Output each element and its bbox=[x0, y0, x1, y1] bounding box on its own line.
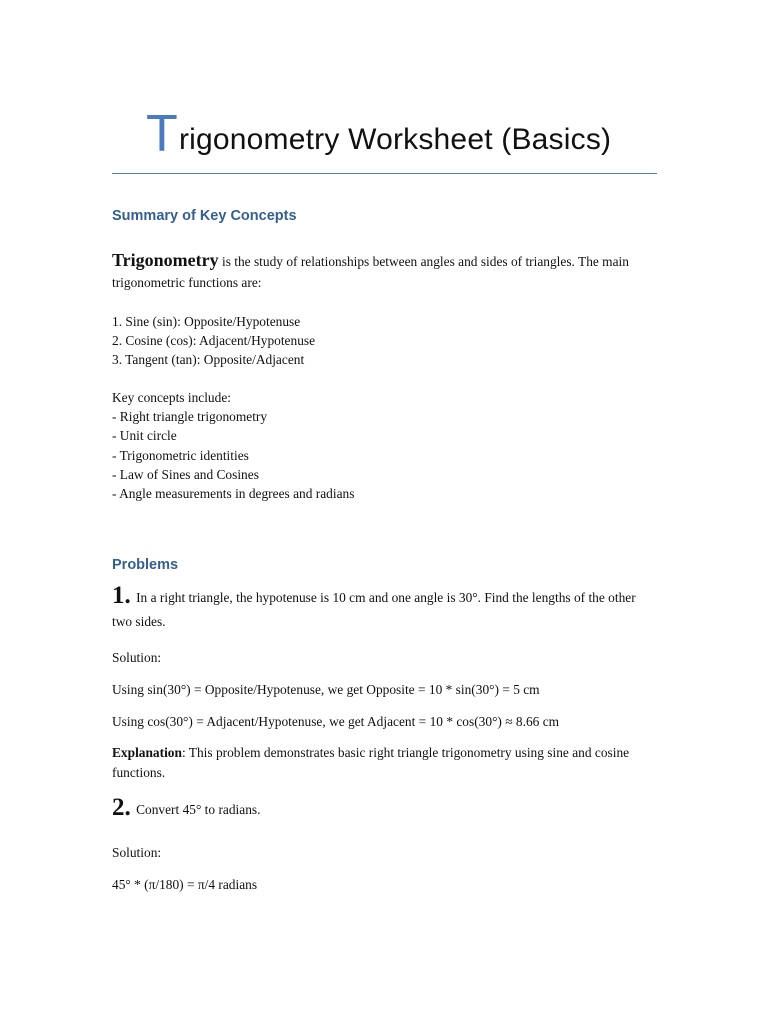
solution-label: Solution: bbox=[112, 845, 162, 860]
solution-line: 45° * (π/180) = π/4 radians bbox=[112, 877, 258, 892]
list-item: - Right triangle trigonometry bbox=[112, 409, 268, 425]
list-item: - Trigonometric identities bbox=[112, 447, 249, 463]
list-item: 2. Cosine (cos): Adjacent/Hypotenuse bbox=[112, 333, 316, 349]
key-concepts-intro: Key concepts include: bbox=[112, 390, 231, 405]
problem-2 bbox=[112, 794, 657, 821]
intro-text: is the study of relationships between angles and sides of triangles. The main trigonometric functions are: bbox=[112, 254, 629, 290]
problem-number: 1. bbox=[112, 582, 131, 609]
solution-label: Solution: bbox=[112, 650, 162, 665]
key-concepts-list bbox=[112, 388, 354, 503]
problem-text: Convert 45° to radians. bbox=[132, 802, 261, 817]
title-divider bbox=[112, 173, 657, 174]
explanation-text: : This problem demonstrates basic right triangle trigonometry using sine and cosine functions. bbox=[112, 745, 630, 780]
explanation bbox=[112, 743, 657, 783]
list-item: 1. Sine (sin): Opposite/Hypotenuse bbox=[112, 314, 301, 329]
problem-number: 2. bbox=[112, 794, 131, 821]
problems-heading: Problems bbox=[112, 557, 179, 573]
title-text: rigonometry Worksheet (Basics) bbox=[178, 123, 612, 156]
list-item: - Law of Sines and Cosines bbox=[112, 466, 259, 482]
list-item: - Angle measurements in degrees and radians bbox=[112, 486, 355, 502]
problem-1 bbox=[112, 584, 657, 634]
solution-line: Using cos(30°) = Adjacent/Hypotenuse, we get Adjacent = 10 * cos(30°) ≈ 8.66 cm bbox=[112, 714, 560, 729]
document-title bbox=[146, 104, 611, 164]
functions-list bbox=[112, 312, 315, 370]
title-drop-cap: T bbox=[146, 105, 178, 163]
explanation-label: Explanation bbox=[112, 745, 182, 760]
list-item: - Unit circle bbox=[112, 428, 177, 444]
intro-lead-term: Trigonometry bbox=[112, 250, 219, 270]
summary-heading: Summary of Key Concepts bbox=[112, 208, 297, 224]
solution-line: Using sin(30°) = Opposite/Hypotenuse, we get Opposite = 10 * sin(30°) = 5 cm bbox=[112, 682, 540, 697]
problem-text: In a right triangle, the hypotenuse is 10 cm and one angle is 30°. Find the lengths of the other two sides. bbox=[112, 590, 636, 629]
list-item: 3. Tangent (tan): Opposite/Adjacent bbox=[112, 352, 305, 368]
intro-paragraph bbox=[112, 250, 657, 293]
